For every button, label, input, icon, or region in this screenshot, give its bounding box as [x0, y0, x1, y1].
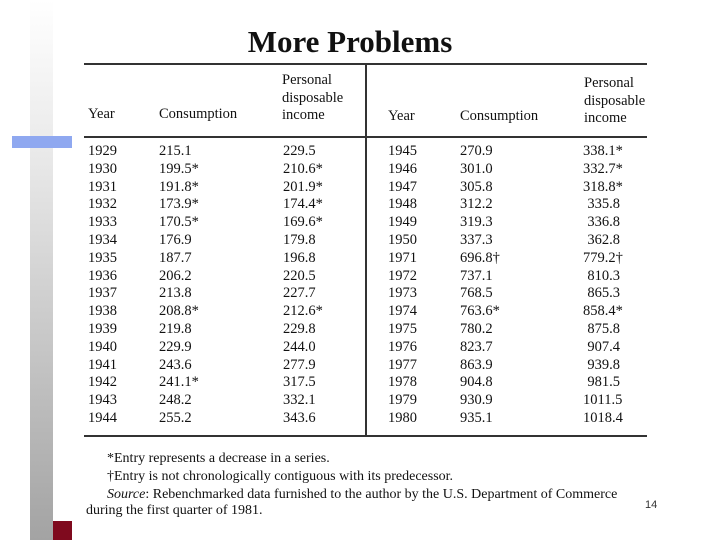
table-cell: 191.8*	[159, 178, 199, 195]
table-cell: 332.7*	[583, 160, 623, 177]
table-cell: 939.8	[587, 356, 620, 373]
header-consumption-left: Consumption	[159, 106, 238, 122]
table-cell: 1936	[88, 267, 117, 284]
table-cell: 229.9	[159, 338, 192, 355]
table-cell: 277.9	[283, 356, 316, 373]
table-cell: 1980	[388, 409, 417, 426]
table-cell: 318.8*	[583, 178, 623, 195]
table-cell: 1949	[388, 214, 417, 231]
table-cell: 1973	[388, 285, 417, 302]
table-cell: 1948	[388, 196, 417, 213]
table-cell: 907.4	[587, 338, 620, 355]
table-cell: 1943	[88, 392, 117, 409]
table-cell: 338.1*	[583, 143, 623, 159]
table-cell: 737.1	[460, 267, 493, 284]
table-cell: 863.9	[460, 356, 493, 373]
col-year-left	[88, 143, 117, 428]
table-cell: 201.9*	[283, 178, 323, 195]
table-cell: 1941	[88, 356, 117, 373]
table-cell: 935.1	[460, 409, 493, 426]
col-income-left	[283, 143, 323, 428]
footnote-source-continued: during the first quarter of 1981.	[86, 503, 263, 518]
table-cell: 1947	[388, 178, 417, 195]
table-cell: 170.5*	[159, 214, 199, 231]
table-divider	[365, 63, 367, 436]
table-cell: 1977	[388, 356, 417, 373]
table-cell: 1974	[388, 303, 417, 320]
table-cell: 763.6*	[460, 303, 500, 320]
header-year-left: Year	[88, 106, 115, 122]
col-income-right	[583, 143, 623, 428]
table-cell: 1978	[388, 374, 417, 391]
table-cell: 301.0	[460, 160, 493, 177]
table-cell: 187.7	[159, 249, 192, 266]
table-cell: 169.6*	[283, 214, 323, 231]
table-cell: 229.5	[283, 143, 316, 159]
page-number: 14	[645, 499, 658, 511]
table-cell: 208.8*	[159, 303, 199, 320]
table-cell: 1930	[88, 160, 117, 177]
col-consumption-right	[460, 143, 500, 428]
table-cell: 1938	[88, 303, 117, 320]
footnote-dagger: †Entry is not chronologically contiguous with its predecessor.	[107, 469, 454, 484]
table-cell: 1950	[388, 231, 417, 248]
col-year-right	[388, 143, 417, 428]
table-cell: 248.2	[159, 392, 192, 409]
table-cell: 1018.4	[583, 409, 623, 426]
slide-title: More Problems	[247, 24, 453, 59]
table-cell: 1934	[88, 231, 117, 248]
table-cell: 176.9	[159, 231, 192, 248]
table-cell: 1929	[88, 143, 117, 159]
table-cell: 1942	[88, 374, 117, 391]
table-cell: 1945	[388, 143, 417, 159]
table-cell: 1935	[88, 249, 117, 266]
header-income-right: Personal disposable income	[584, 75, 646, 126]
decorative-blue-bar	[12, 136, 72, 148]
table-cell: 865.3	[587, 285, 620, 302]
table-cell: 858.4*	[583, 303, 623, 320]
table-cell: 1979	[388, 392, 417, 409]
table-cell: 270.9	[460, 143, 493, 159]
table-cell: 219.8	[159, 320, 192, 337]
header-year-right: Year	[388, 108, 415, 124]
table-cell: 336.8	[587, 214, 620, 231]
header-consumption-right: Consumption	[460, 108, 539, 124]
table-cell: 1976	[388, 338, 417, 355]
table-cell: 1011.5	[583, 392, 623, 409]
table-cell: 179.8	[283, 231, 316, 248]
table-cell: 768.5	[460, 285, 493, 302]
table-cell: 362.8	[587, 231, 620, 248]
table-cell: 312.2	[460, 196, 493, 213]
table-cell: 981.5	[587, 374, 620, 391]
header-income-left: Personal disposable income	[282, 72, 344, 123]
table-cell: 220.5	[283, 267, 316, 284]
table-cell: 1937	[88, 285, 117, 302]
source-text: : Rebenchmarked data furnished to the author by the U.S. Department of Commerce	[145, 487, 618, 502]
table-cell: 810.3	[587, 267, 620, 284]
table-cell: 1975	[388, 320, 417, 337]
table-cell: 210.6*	[283, 160, 323, 177]
table-cell: 904.8	[460, 374, 493, 391]
table-cell: 212.6*	[283, 303, 323, 320]
table-cell: 1940	[88, 338, 117, 355]
table-cell: 174.4*	[283, 196, 323, 213]
table-cell: 243.6	[159, 356, 192, 373]
table-cell: 255.2	[159, 409, 192, 426]
table-cell: 823.7	[460, 338, 493, 355]
table-cell: 1933	[88, 214, 117, 231]
table-cell: 930.9	[460, 392, 493, 409]
source-label: Source	[107, 487, 146, 502]
table-cell: 779.2†	[583, 249, 623, 266]
table-cell: 196.8	[283, 249, 316, 266]
table-cell: 173.9*	[159, 196, 199, 213]
table-cell: 213.8	[159, 285, 192, 302]
footnote-asterisk: *Entry represents a decrease in a series.	[107, 451, 330, 466]
table-cell: 1946	[388, 160, 417, 177]
table-cell: 1932	[88, 196, 117, 213]
table-cell: 1972	[388, 267, 417, 284]
table-cell: 696.8†	[460, 249, 500, 266]
table-cell: 227.7	[283, 285, 316, 302]
table-cell: 317.5	[283, 374, 316, 391]
table-cell: 319.3	[460, 214, 493, 231]
table-cell: 1939	[88, 320, 117, 337]
table-cell: 1944	[88, 409, 117, 426]
table-cell: 343.6	[283, 409, 316, 426]
table-cell: 206.2	[159, 267, 192, 284]
table-cell: 229.8	[283, 320, 316, 337]
decorative-gradient-bar	[30, 0, 53, 540]
table-cell: 875.8	[587, 320, 620, 337]
table-cell: 335.8	[587, 196, 620, 213]
table-cell: 215.1	[159, 143, 192, 159]
table-cell: 332.1	[283, 392, 316, 409]
table-cell: 244.0	[283, 338, 316, 355]
table-cell: 1931	[88, 178, 117, 195]
decorative-red-square	[53, 521, 72, 540]
table-cell: 305.8	[460, 178, 493, 195]
table-cell: 780.2	[460, 320, 493, 337]
table-cell: 199.5*	[159, 160, 199, 177]
col-consumption-left	[159, 143, 199, 428]
table-cell: 1971	[388, 249, 417, 266]
footnote-source	[107, 487, 617, 503]
table-cell: 241.1*	[159, 374, 199, 391]
table-cell: 337.3	[460, 231, 493, 248]
